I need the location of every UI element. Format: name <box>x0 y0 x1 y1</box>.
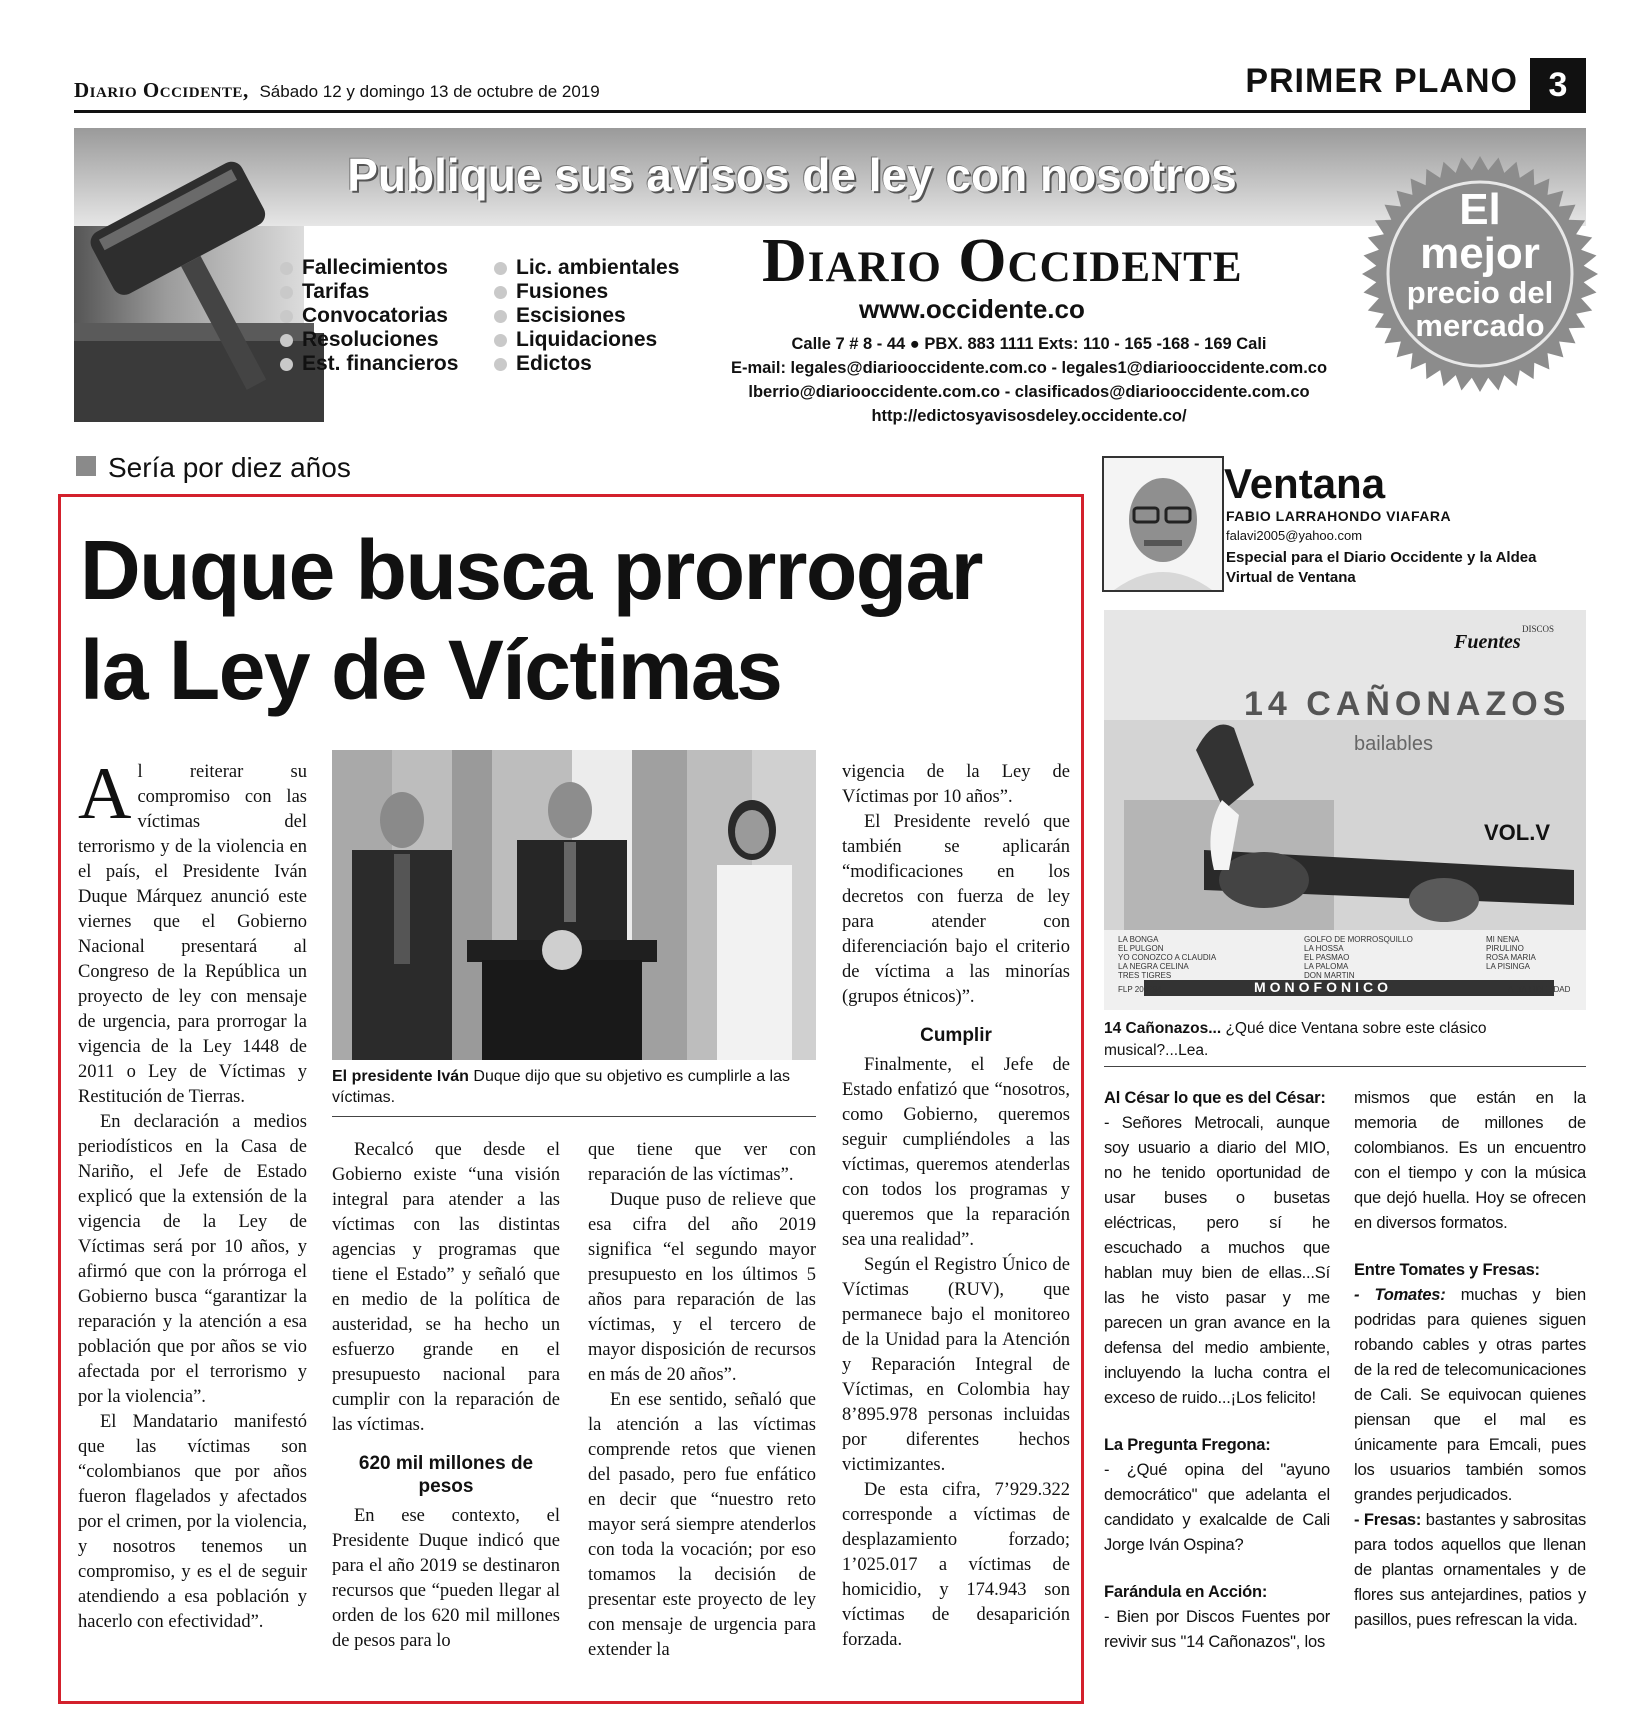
ad-service-item: Fusiones <box>494 280 679 304</box>
ad-headline: Publique sus avisos de ley con nosotros <box>347 149 1237 201</box>
ventana-item-text: - ¿Qué opina del "ayuno democrático" que adelanta el candidato y exalcalde de Cali Jorge Iván Ospina? <box>1104 1461 1330 1554</box>
album-track: EL PASMAO <box>1304 953 1350 962</box>
album-fidelity: ALTA FIDELIDAD <box>1508 985 1571 994</box>
album-track: ROSA MARIA <box>1486 953 1536 962</box>
album-track: TRES TIGRES <box>1118 971 1172 980</box>
album-track: GOLFO DE MORROSQUILLO <box>1304 935 1413 944</box>
article-paragraph <box>78 753 307 1110</box>
ad-service-item: Fallecimientos <box>280 256 458 280</box>
ad-service-item: Edictos <box>494 352 679 376</box>
album-caption-text: ¿Qué dice Ventana sobre este clásico musical?...Lea. <box>1104 1020 1487 1059</box>
article-column-2 <box>332 1138 560 1654</box>
fresas-text: bastantes y sabrositas para todos aquellos que llenan de plantas ornamentales y de flores sus antejardines, patios y pasillos, pues refrescan la vida. <box>1354 1511 1586 1629</box>
masthead-rule <box>74 110 1586 113</box>
album-track: LA BONGA <box>1118 935 1159 944</box>
column-title: Ventana <box>1224 460 1386 507</box>
album-track: LA NEGRA CELINA <box>1118 962 1189 971</box>
article-subhead: 620 mil millones de pesos <box>358 1453 534 1497</box>
article-photo <box>332 750 816 1060</box>
ad-service-item: Tarifas <box>280 280 458 304</box>
article-paragraph: De esta cifra, 7’929.322 corresponde a víctimas de desplazamiento forzado; 1’025.017 a víctimas de homicidio, y 174.943 son víctimas de desaparición forzada. <box>842 1480 1070 1650</box>
masthead <box>74 58 1586 112</box>
ad-contact-line[interactable]: E-mail: legales@diariooccidente.com.co - legales1@diariooccidente.com.co <box>730 359 1328 377</box>
column-credit: Especial para el Diario Occidente y la Aldea Virtual de Ventana <box>1226 549 1537 586</box>
album-cover-image <box>1104 610 1586 1010</box>
album-track: YO CONOZCO A CLAUDIA <box>1118 953 1217 962</box>
ventana-item-heading: Entre Tomates y Fresas: <box>1354 1261 1540 1279</box>
album-track: MI NENA <box>1486 935 1520 944</box>
masthead-brand: Diario Occidente, <box>74 78 249 102</box>
album-volume: VOL.V <box>1484 820 1551 845</box>
ventana-item-text: - Señores Metrocali, aunque soy usuario a diario del MIO, no he tenido oportunidad de usar buses o busetas eléctricas, pero sí he escuchado a muchos que hablan muy bien de ellas...Sí las he visto pasar y me parecen un gran avance en la defensa del medio ambiente, incluyendo la lucha contra el exceso de ruido...¡Los felicito! <box>1104 1114 1330 1407</box>
fresas-label: Fresas: <box>1363 1511 1422 1529</box>
article-paragraph: Finalmente, el Jefe de Estado enfatizó que “nosotros, como Gobierno, queremos seguir cumpliéndoles a las víctimas, queremos atenderlas con todos los programas y queremos que la reparación sea una realidad”. <box>842 1055 1070 1250</box>
article-paragraph: En ese sentido, señaló que la atención a las víctimas comprende retos que vienen del pasado, pero fue enfático en decir que “nuestro reto mayor será siempre atenderlos con toda la vocación; por eso tomamos la decisión de presentar este proyecto de ley con mensaje de urgencia para extender la <box>588 1390 816 1660</box>
ventana-column-right <box>1354 1086 1586 1633</box>
album-track: LA PALOMA <box>1304 962 1349 971</box>
album-caption-lead: 14 Cañonazos... <box>1104 1020 1222 1037</box>
ad-service-item: Escisiones <box>494 304 679 328</box>
ad-service-item: Convocatorias <box>280 304 458 328</box>
caption-divider <box>332 1116 816 1117</box>
photo-caption <box>332 1066 816 1108</box>
album-track: EL PULGON <box>1118 944 1164 953</box>
headline-line: la Ley de Víctimas <box>80 623 782 717</box>
article-column-1 <box>78 753 307 1635</box>
ad-service-item: Lic. ambientales <box>494 256 679 280</box>
kicker-square-icon <box>76 456 96 476</box>
ventana-item-text: - Bien por Discos Fuentes por revivir sus "14 Cañonazos", los <box>1104 1608 1330 1651</box>
ad-contact-line[interactable]: http://edictosyavisosdeley.occidente.co/ <box>871 407 1187 425</box>
photo-caption-lead: El presidente Iván <box>332 1068 469 1085</box>
seal-line: El <box>1459 185 1501 234</box>
album-format: MONOFONICO <box>1254 979 1392 995</box>
article-paragraph: vigencia de la Ley de Víctimas por 10 años”. <box>842 762 1070 807</box>
ad-service-list-right <box>494 256 679 376</box>
album-track: PIRULINO <box>1486 944 1524 953</box>
kicker-text: Sería por diez años <box>108 452 351 483</box>
article-kicker <box>76 452 351 484</box>
article-column-3 <box>588 1138 816 1663</box>
article-subhead: Cumplir <box>920 1025 992 1046</box>
article-column-4 <box>842 760 1070 1653</box>
masthead-date: Sábado 12 y domingo 13 de octubre de 2019 <box>259 82 600 101</box>
ventana-item-heading: Farándula en Acción: <box>1104 1583 1268 1601</box>
article-paragraph: Según el Registro Único de Víctimas (RUV), que permanece bajo el monitoreo de la Unidad para la Atención y Reparación Integral de Víctimas, en Colombia hay 8’895.978 personas incluidas por diferentes hechos victimizantes. <box>842 1255 1070 1475</box>
ventana-item-text: - Tomates: muchas y bien podridas para quienes siguen robando cables y otras partes de la red de telecomunicaciones de Cali. Se equivocan quienes piensan que el mal es únicamente para Emcali, pues los usuarios también somos grandes perjudicados. <box>1354 1286 1586 1504</box>
album-title: 14 CAÑONAZOS <box>1244 685 1571 723</box>
album-catalog: FLP 200284 <box>1118 985 1162 994</box>
ad-contact-line[interactable]: lberrio@diariooccidente.com.co - clasificados@diariooccidente.com.co <box>748 383 1310 401</box>
ventana-item-heading: La Pregunta Fregona: <box>1104 1436 1271 1454</box>
ad-service-item: Est. financieros <box>280 352 458 376</box>
photo-caption-text: Duque dijo que su objetivo es cumplirle a las víctimas. <box>332 1068 791 1106</box>
ventana-item-text: - Fresas: bastantes y sabrositas para todos aquellos que llenan de plantas ornamentales y de flores sus antejardines, patios y pasillos, pues refrescan la vida. <box>1354 1511 1586 1629</box>
ad-contact-line: Calle 7 # 8 - 44 ● PBX. 883 1111 Exts: 110 - 165 -168 - 169 Cali <box>791 335 1267 353</box>
album-track: LA HOSSA <box>1304 944 1344 953</box>
legal-notices-ad <box>74 128 1586 425</box>
column-author-email[interactable]: falavi2005@yahoo.com <box>1226 528 1363 543</box>
article-headline <box>80 520 1070 720</box>
ventana-column-left <box>1104 1086 1330 1655</box>
article-paragraph: Duque puso de relieve que esa cifra del año 2019 significa “el segundo mayor presupuesto en los últimos 5 años para reparación de las víctimas, y el tercero de mayor disposición de recursos en más de 20 años”. <box>588 1190 816 1385</box>
section-title: PRIMER PLANO <box>1245 62 1518 100</box>
album-label: Fuentes <box>1454 631 1521 653</box>
column-author: FABIO LARRAHONDO VIAFARA <box>1226 508 1452 524</box>
columnist-portrait <box>1102 456 1224 592</box>
article-paragraph: El Presidente reveló que también se aplicarán “modificaciones en los decretos con fuerza de ley para atender con diferenciación bajo el criterio de víctima a las minorías (grupos étnicos)”. <box>842 812 1070 1007</box>
album-cover-art <box>1104 610 1586 1010</box>
seal-line: mercado <box>1415 308 1545 343</box>
article-paragraph: que tiene que ver con reparación de las víctimas”. <box>588 1140 816 1185</box>
album-subtitle: bailables <box>1354 733 1433 755</box>
columnist-photo <box>1104 458 1222 590</box>
article-paragraph: Recalcó que desde el Gobierno existe “una visión integral para atender a las víctimas con las distintas agencias y programas que tiene el Estado” y señaló que en medio de la política de austeridad, se ha hecho un esfuerzo grande en el presupuesto nacional para cumplir con la reparación de las víctimas. <box>332 1140 560 1435</box>
tomates-text: muchas y bien podridas para quienes siguen robando cables y otras partes de la red de telecomunicaciones de Cali. Se equivocan quienes piensan que el mal es únicamente para Emcali, pues los usuarios también somos grandes perjudicados. <box>1354 1286 1586 1504</box>
ventana-item-text: mismos que están en la memoria de millones de colombianos. Es un encuentro con el tiempo y con la música que dejó huella. Hoy se ofrecen en diversos formatos. <box>1354 1089 1586 1232</box>
seal-line: precio del <box>1406 275 1554 310</box>
article-paragraph-text: l reiterar su compromiso con las víctimas del terrorismo y de la violencia en el país, el Presidente Iván Duque Márquez anunció este viernes que el Gobierno Nacional presentará al Congreso de la República un proyecto de ley con mensaje de urgencia, para prorrogar la vigencia de la Ley 1448 de 2011 o Ley de Víctimas y Restitución de Tierras. <box>78 762 307 1107</box>
tomates-label: Tomates: <box>1374 1286 1446 1304</box>
drop-cap: A <box>78 753 132 835</box>
ad-website[interactable]: www.occidente.co <box>859 294 1085 324</box>
ventana-item-heading: Al César lo que es del César: <box>1104 1089 1326 1107</box>
ad-contact-info <box>654 332 1404 428</box>
album-track: LA PISINGA <box>1486 962 1531 971</box>
article-paragraph: En ese contexto, el Presidente Duque indicó que para el año 2019 se destinaron recursos que “pueden llegar al orden de los 620 mil millones de pesos para lo <box>332 1506 560 1651</box>
ventana-divider <box>1104 1066 1586 1067</box>
press-conference-photo <box>332 750 816 1060</box>
album-caption <box>1104 1018 1586 1062</box>
article-paragraph: En declaración a medios periodísticos en la Casa de Nariño, el Jefe de Estado explicó que la extensión de la vigencia de la Ley de Víctimas será por 10 años, y afirmó que con la prórroga el Gobierno busca “garantizar la reparación y la atención a esa población que por años se vio afectada por el terrorismo y por la violencia”. <box>78 1112 307 1407</box>
album-label-line: DISCOS <box>1522 624 1555 634</box>
headline-line: Duque busca prorrogar <box>80 523 982 617</box>
article-paragraph: El Mandatario manifestó que las víctimas son “colombianos que por años fueron flagelados y afectados por el crimen, por la violencia, y nosotros tenemos un compromiso, y es el de seguir atendiendo a esa población y hacerlo con efectividad”. <box>78 1412 307 1632</box>
newspaper-logo: Diario Occidente <box>762 227 1243 295</box>
ad-service-item: Resoluciones <box>280 328 458 352</box>
ad-service-list-left <box>280 256 458 376</box>
masthead-left <box>74 78 600 103</box>
ad-service-item: Liquidaciones <box>494 328 679 352</box>
price-seal-text <box>1360 185 1600 343</box>
seal-line: mejor <box>1420 229 1540 278</box>
album-track: DON MARTIN <box>1304 971 1355 980</box>
page-number: 3 <box>1530 58 1586 112</box>
